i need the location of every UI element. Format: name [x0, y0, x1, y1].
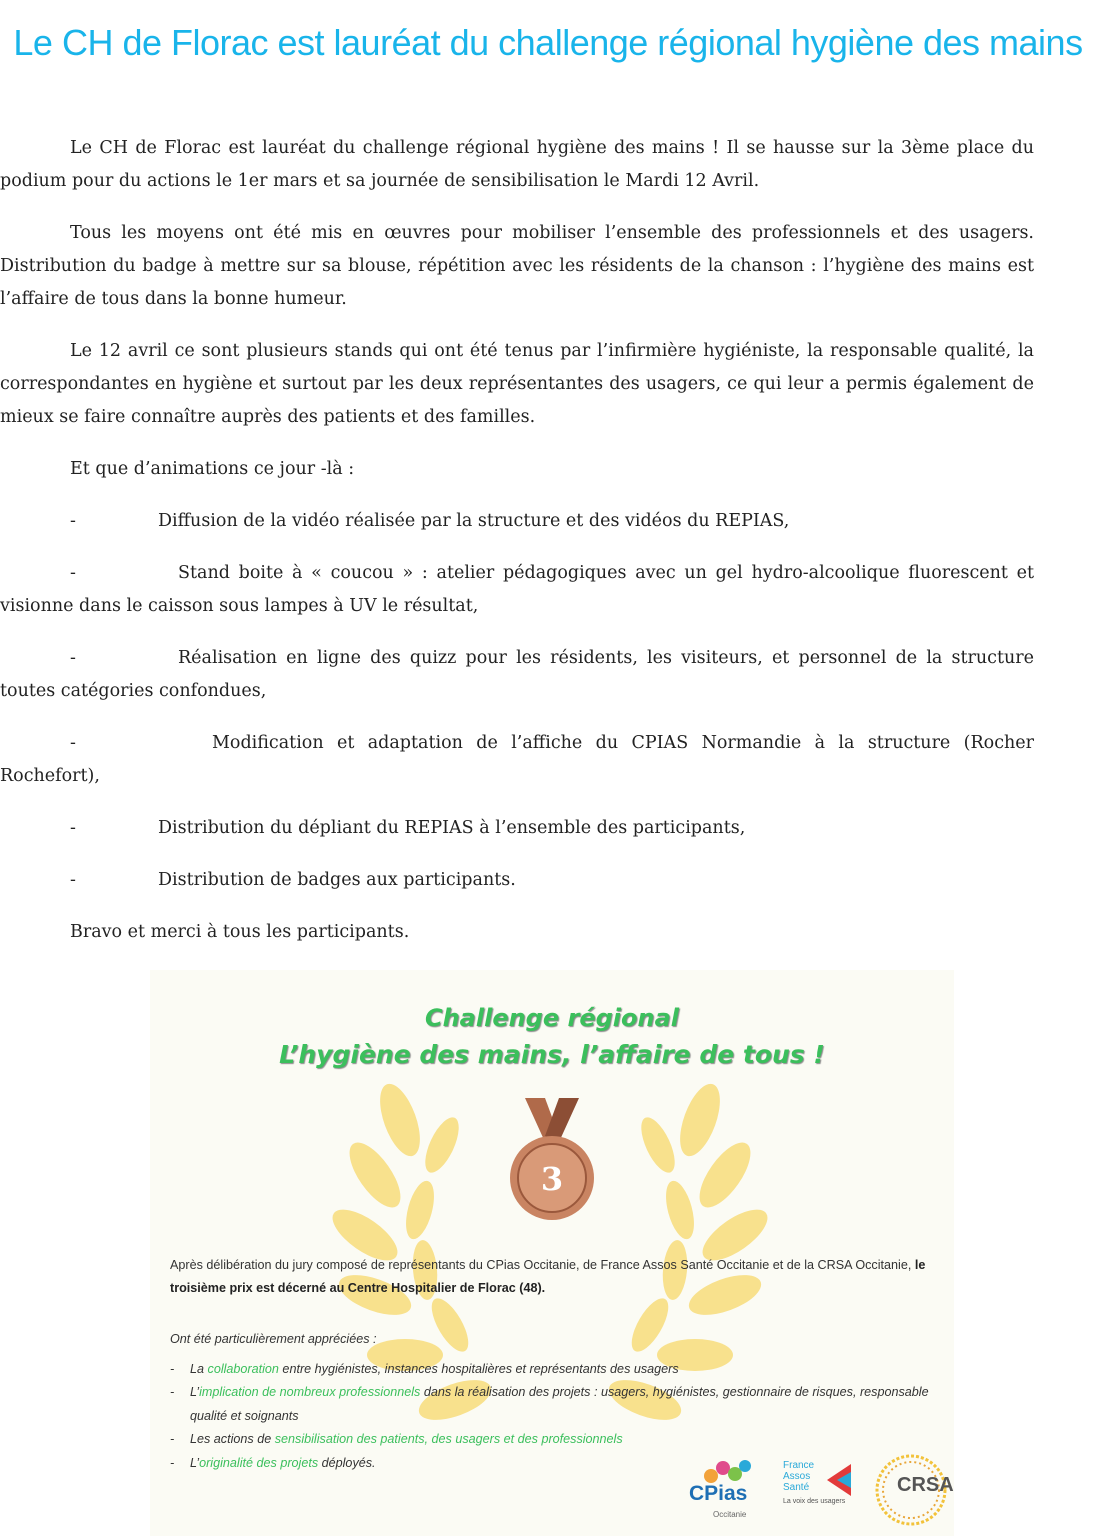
fas-arrow-icon: [827, 1464, 857, 1498]
bronze-medal-icon: [497, 1098, 607, 1228]
bullet-dash: -: [70, 511, 76, 531]
jury-statement: [170, 1254, 940, 1300]
item-text: L’: [190, 1385, 200, 1399]
list-item-text: Modification et adaptation de l’affiche du CPIAS Normandie à la structure (Rocher Rochefort),: [0, 733, 1034, 786]
list-item-text: Distribution du dépliant du REPIAS à l’ensemble des participants,: [158, 818, 746, 838]
item-highlight: implication de nombreux professionnels: [199, 1385, 421, 1399]
challenge-poster: [150, 970, 954, 1536]
bullet-dash: -: [70, 563, 76, 583]
item-text: L’: [190, 1455, 200, 1470]
item-text: La: [190, 1361, 208, 1376]
bullet-dash: -: [70, 870, 76, 890]
item-highlight: collaboration: [207, 1361, 279, 1376]
list-item-text: Stand boite à « coucou » : atelier pédagogiques avec un gel hydro-alcoolique fluorescent et visionne dans le caisson sous lampes à UV le résultat,: [0, 563, 1034, 616]
bullet-dash: -: [70, 818, 76, 838]
list-item-text: Diffusion de la vidéo réalisée par la structure et des vidéos du REPIAS,: [158, 511, 790, 531]
bullet-dash: -: [70, 733, 76, 753]
crsa-logo: [871, 1450, 954, 1530]
item-highlight: originalité des projets: [199, 1455, 319, 1470]
list-item: [170, 1358, 950, 1382]
cpias-logo-text: CPias: [689, 1482, 748, 1505]
paragraph: Tous les moyens ont été mis en œuvres pour mobiliser l’ensemble des professionnels et des usagers. Distribution du badge à mettre sur sa blouse, répétition avec les résidents de la chanson : l’hygiène des mains est l’affaire de tous dans la bonne humeur.: [0, 223, 1034, 309]
page-title: Le CH de Florac est lauréat du challenge régional hygiène des mains: [13, 22, 1083, 63]
list-item: [0, 727, 1034, 793]
item-text: déployés.: [318, 1455, 376, 1470]
bullet-dash: -: [170, 1385, 175, 1399]
paragraph: Le CH de Florac est lauréat du challenge régional hygiène des mains ! Il se hausse sur la 3ème place du podium pour du actions le 1er mars et sa journée de sensibilisation le Mardi 12 Avril.: [0, 138, 1034, 191]
jury-award: le troisième prix est décerné au Centre Hospitalier de Florac (48).: [170, 1258, 926, 1295]
fas-line: Santé: [783, 1482, 810, 1493]
fas-line: Assos: [783, 1471, 811, 1482]
cpias-logo: [689, 1458, 761, 1528]
paragraph: Et que d’animations ce jour -là :: [70, 459, 355, 479]
crsa-logo-text: CRSA: [897, 1474, 954, 1496]
list-item-text: Distribution de badges aux participants.: [158, 870, 516, 890]
item-text: entre hygiénistes, instances hospitalières et représentants des usagers: [278, 1361, 679, 1376]
bullet-dash: -: [170, 1432, 175, 1446]
bullet-dash: -: [70, 648, 76, 668]
list-item: [170, 1428, 950, 1452]
list-item: [0, 864, 1034, 897]
list-item: [0, 812, 1034, 845]
fas-line: France: [783, 1460, 815, 1471]
bullet-dash: -: [170, 1455, 175, 1470]
list-item: [0, 642, 1034, 708]
bullet-dash: -: [170, 1361, 175, 1376]
france-assos-sante-logo: [781, 1450, 861, 1530]
cpias-logo-sub: Occitanie: [713, 1510, 747, 1519]
jury-intro: Après délibération du jury composé de représentants du CPias Occitanie, de France Assos Santé Occitanie et de la CRSA Occitanie,: [170, 1258, 915, 1272]
list-item-text: Réalisation en ligne des quizz pour les résidents, les visiteurs, et personnel de la structure toutes catégories confondues,: [0, 648, 1034, 701]
item-text: Les actions de: [190, 1432, 275, 1446]
paragraph: Le 12 avril ce sont plusieurs stands qui ont été tenus par l’infirmière hygiéniste, la responsable qualité, la correspondantes en hygiène et surtout par les deux représentantes des usagers, ce qui leur a permis également de mieux se faire connaître auprès des patients et des familles.: [0, 341, 1034, 427]
item-text: dans la réalisation des projets : usagers, hygiénistes, gestionnaire de risques, responsable qualité et soignants: [190, 1385, 929, 1423]
list-item: [0, 557, 1034, 623]
closing-paragraph: Bravo et merci à tous les participants.: [70, 922, 410, 942]
partner-logos: [685, 1450, 954, 1532]
fas-sub: La voix des usagers: [783, 1498, 846, 1505]
list-item: [170, 1381, 950, 1428]
item-highlight: sensibilisation des patients, des usagers et des professionnels: [274, 1432, 623, 1446]
poster-subtitle: L’hygiène des mains, l’affaire de tous !: [279, 1040, 825, 1069]
medal-number: 3: [540, 1160, 564, 1198]
article-body: [0, 132, 1034, 968]
poster-title: Challenge régional: [424, 1004, 680, 1032]
list-item: [0, 505, 1034, 538]
list-header: Ont été particulièrement appréciées :: [170, 1332, 377, 1346]
